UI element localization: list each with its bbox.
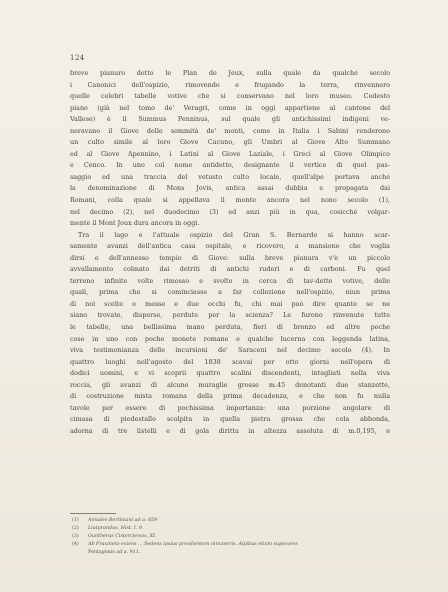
text-line: tavole per essere di pochissima importanza: una porzione angolare di xyxy=(70,403,390,412)
text-line: quelle celebri tabelle votive che si conservano nel loro museo. Codesto xyxy=(70,92,390,101)
page-number: 124 xyxy=(70,54,85,62)
footnote-number: (3) xyxy=(72,534,79,539)
text-line: i Canonici dell'ospizio, rimovendo e frugando la terra, rinvennero xyxy=(70,80,390,89)
text-line: nel decimo (2), nel duodecimo (3) ed anzi più in qua, cosicché volgar- xyxy=(70,207,390,216)
text-line: Vallese) è il Summus Penninus, sul quale gli antichissimi indigeni ve- xyxy=(70,115,390,124)
text-line: Tra il lago e l'attuale ospizio del Gran S. Bernardo si hanno scar- xyxy=(78,230,390,239)
text-line: un culto simile al loro Giove Cacuno, gli Umbri al Giove Alto Summano xyxy=(70,138,390,147)
text-line: breve pianuro detto le Plan de Jeux, sulla quale da qualche secolo xyxy=(70,69,390,77)
text-line: mente il Mont Joux dura ancora in oggi. xyxy=(70,219,200,228)
text-line: e Cenco. In uno col nome antidetto, designante il vertice di quel pas- xyxy=(70,161,390,170)
footnote-continuation: Pentagonis ad a. 911. xyxy=(88,550,141,555)
text-line: di costruzione mista romana della prima decadenza, e che non fu nulla xyxy=(70,392,390,401)
text-line: adorna di tre listelli e di gola diritta in altezza assoluta di m.0,195, e xyxy=(70,426,390,435)
text-line: ed al Giove Apennino, i Latini al Giove Laziale, i Greci al Giove Olimpico xyxy=(70,149,390,158)
text-line: di noi scelte e messe e due occhi fu, chi mai può dire quante se ne xyxy=(70,299,390,308)
text-line: Romani, colla quale si appellava il monte ancora nel nono secolo (1), xyxy=(70,196,390,205)
body-text xyxy=(70,68,390,438)
footnote-number: (2) xyxy=(72,526,79,531)
footnote-text: Annales Bertiniani ad a. 859 xyxy=(88,518,158,523)
footnote xyxy=(72,533,372,541)
text-line: cose in uno con poche monete romane e qualche lucerna con leggenda latina, xyxy=(70,334,390,343)
text-line: quattro luoghi nell'agosto del 1838 scavai per otto giorni nell'opera di xyxy=(70,357,390,366)
text-line: neravano il Giove delle sommità de' monti, come in Italia i Sabini renderono xyxy=(70,126,390,135)
text-line: avvallamento colmato dai detriti di antichi ruderi e di carboni. Fu quel xyxy=(70,265,390,274)
footnote-number: (1) xyxy=(72,518,79,523)
text-line: samente avanzi dell'antica casa ospitale, e ricovero, a mansione che voglia xyxy=(70,242,390,251)
text-line: le tabelle, una bellissima mano perduta, fieri di bronzo ed altre poche xyxy=(70,323,390,332)
text-line: siano trovate, disperse, perdute per la scienza? Le furono rinvenute tutte xyxy=(70,311,390,320)
text-line: la denominazione di Mons Jovis, antica assai dubbia e propagata dai xyxy=(70,184,390,193)
footnotes xyxy=(72,517,372,557)
text-line: dodici uomini, e vi scoprii quattro scalini discendenti, intagliati nella viva xyxy=(70,369,390,378)
footnote-text: Liutprandus, Hist. I. 9. xyxy=(88,526,144,531)
footnote-text: Ab Fraxineto exiens ... Sedens ipsius prosilientem innumeris. Alpibus etiam superares xyxy=(88,542,298,547)
text-line: saggio ed una traccia del vetusto culto locale, quell'alpe portava anche xyxy=(70,172,390,181)
text-line: dirsi e dell'annesso tempio di Giove: sulla breve pianura v'è un piccolo xyxy=(70,253,390,262)
text-line: quali, prima che si cominciasse a far collezione nell'ospizio, niun prima xyxy=(70,288,390,297)
footnote xyxy=(72,525,372,533)
text-line: roccia, gli avanzi di alcune muraglie grosse m.45 denotanti due stanzette, xyxy=(70,380,390,389)
text-line: viva testimonianza delle incursioni de' Saraceni nel decimo secolo (4). In xyxy=(70,346,390,355)
footnote xyxy=(72,517,372,525)
footnote xyxy=(72,541,372,549)
text-line: cimasa di piedestallo scolpita in quella pietra grossa che cola abbonda, xyxy=(70,415,390,424)
text-line: piano (già nel tomo de' Veragri, come in oggi appartiene al cantone del xyxy=(70,103,390,112)
footnote-number: (4) xyxy=(72,542,79,547)
footnote-rule xyxy=(70,513,116,514)
text-line: terreno infinite volte rimosso e svolto in cerca di tav-dette votive, delle xyxy=(70,276,390,285)
footnote-text: Guntherus Cisterciensis, XI. xyxy=(88,534,157,539)
